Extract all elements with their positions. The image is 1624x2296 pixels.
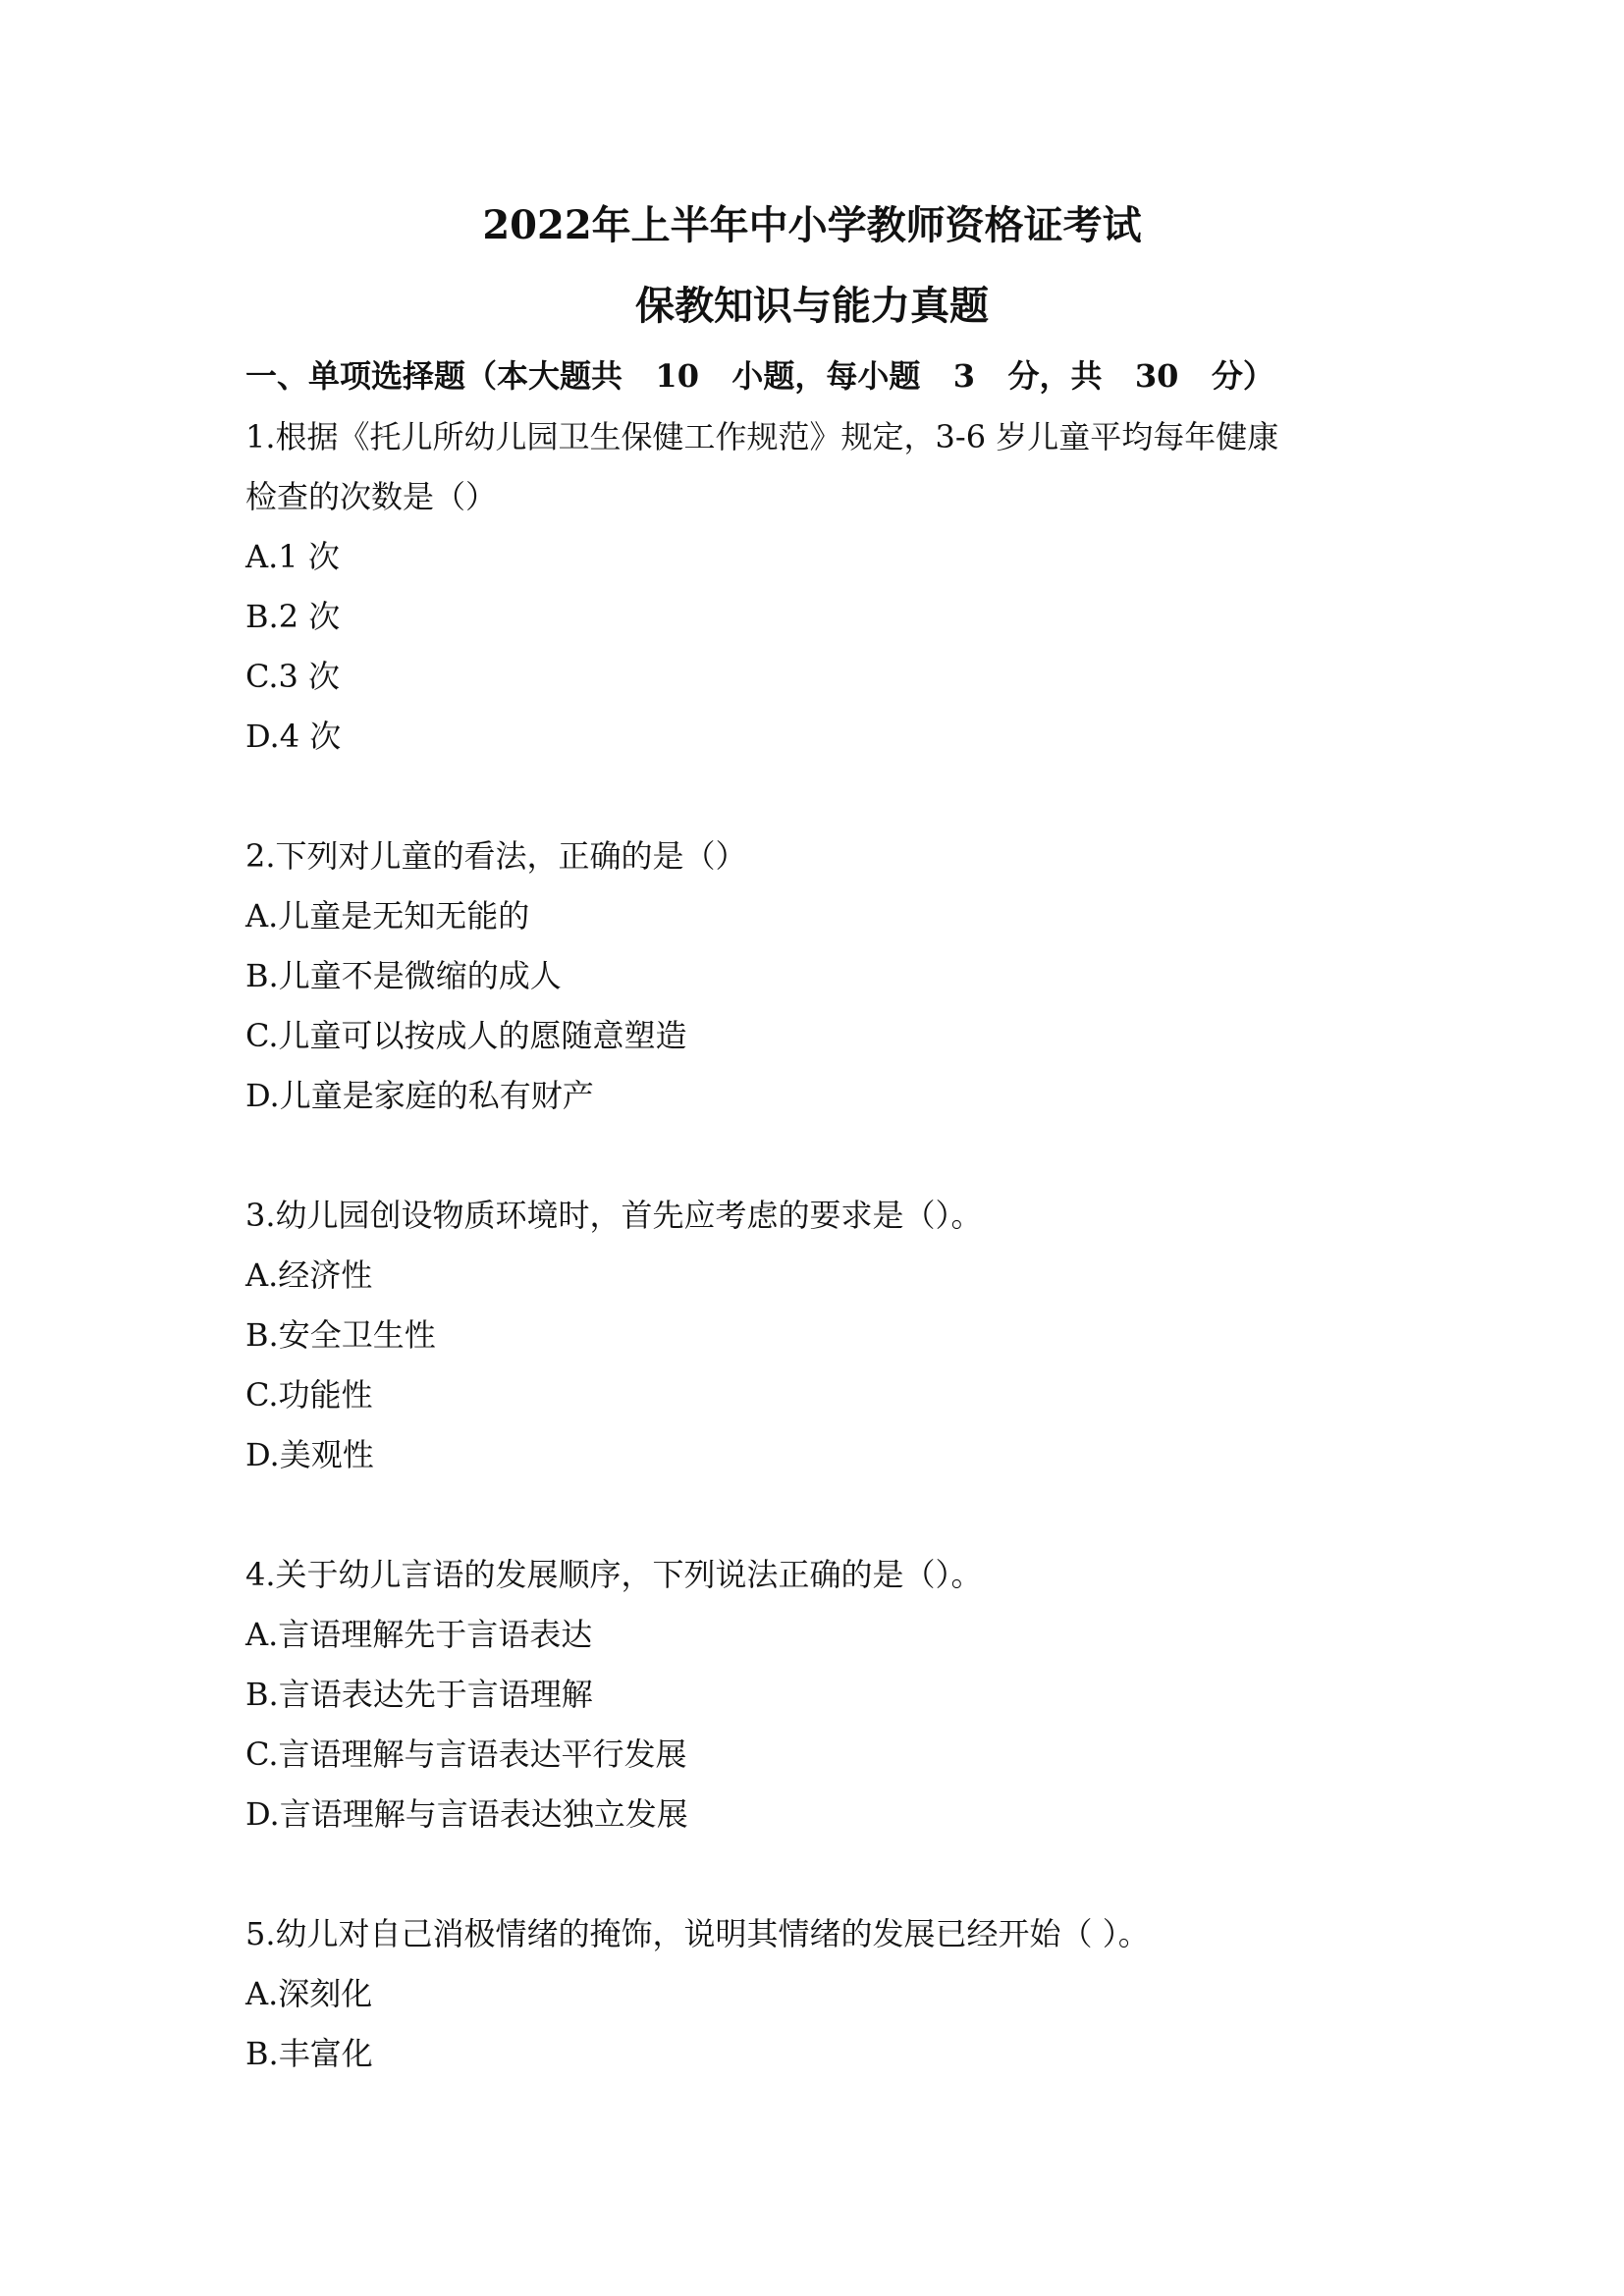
page-subtitle: 保教知识与能力真题 [635, 283, 989, 329]
question-5-stem: 5.幼儿对自己消极情绪的掩饰，说明其情绪的发展已经开始（ ）。 [245, 1915, 1150, 1952]
question-1-option-b: B.2 次 [245, 598, 341, 635]
question-1-stem-line-2: 检查的次数是（） [245, 478, 498, 515]
question-4-option-a: A.言语理解先于言语表达 [245, 1616, 593, 1653]
question-1-option-a: A.1 次 [245, 538, 340, 575]
question-3-stem: 3.幼儿园创设物质环境时，首先应考虑的要求是（）。 [245, 1197, 983, 1234]
question-4-option-d: D.言语理解与言语表达独立发展 [245, 1795, 688, 1833]
question-4-stem: 4.关于幼儿言语的发展顺序，下列说法正确的是（）。 [245, 1556, 983, 1593]
question-4-option-b: B.言语表达先于言语理解 [245, 1676, 593, 1713]
question-5-option-b: B.丰富化 [245, 2035, 373, 2072]
question-2-option-c: C.儿童可以按成人的愿随意塑造 [245, 1017, 687, 1054]
question-1-stem-line-1: 1.根据《托儿所幼儿园卫生保健工作规范》规定，3-6 岁儿童平均每年健康 [245, 418, 1279, 455]
question-2-option-b: B.儿童不是微缩的成人 [245, 957, 562, 994]
question-2-option-a: A.儿童是无知无能的 [245, 897, 530, 934]
question-1-option-c: C.3 次 [245, 658, 341, 695]
question-3-option-a: A.经济性 [245, 1256, 373, 1294]
question-1-option-d: D.4 次 [245, 718, 342, 755]
question-5-option-a: A.深刻化 [245, 1975, 373, 2012]
question-2-option-d: D.儿童是家庭的私有财产 [245, 1077, 594, 1114]
section-heading: 一、单项选择题（本大题共 10 小题，每小题 3 分，共 30 分） [245, 357, 1274, 395]
page-title: 2022年上半年中小学教师资格证考试 [482, 202, 1142, 248]
question-2-stem: 2.下列对儿童的看法，正确的是（） [245, 837, 747, 875]
question-4-option-c: C.言语理解与言语表达平行发展 [245, 1735, 687, 1773]
question-3-option-d: D.美观性 [245, 1436, 374, 1473]
question-3-option-b: B.安全卫生性 [245, 1316, 436, 1354]
question-3-option-c: C.功能性 [245, 1376, 373, 1414]
